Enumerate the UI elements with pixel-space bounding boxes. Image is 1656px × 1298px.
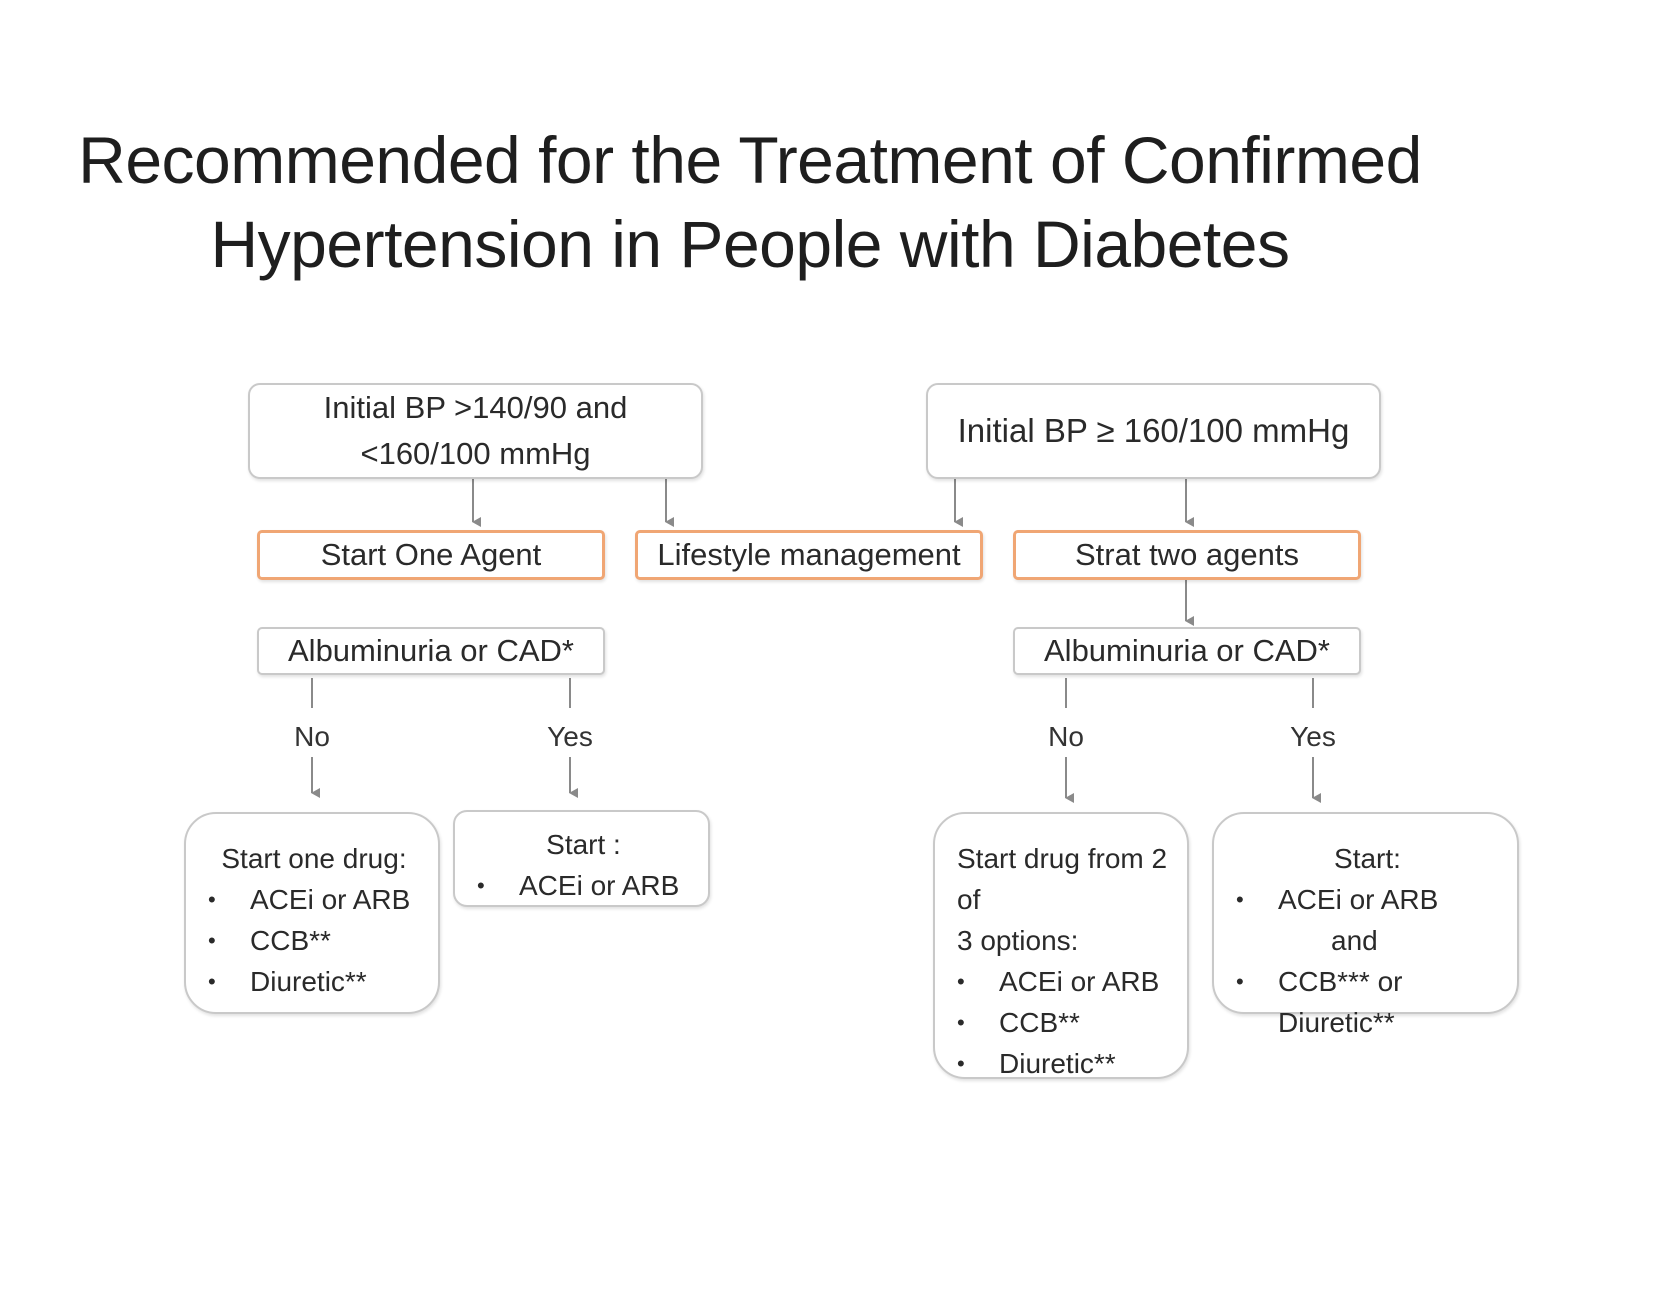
outcome-right-no-heading-2: 3 options: [957, 925, 1079, 956]
list-item: • ACEi or ARB [1236, 879, 1499, 920]
list-item: • CCB** [957, 1002, 1169, 1043]
outcome-left-yes-heading: Start : [546, 829, 621, 860]
outcome-left-no-heading: Start one drug: [221, 843, 407, 874]
criteria-box-severe [926, 383, 1381, 479]
list-item: • ACEi or ARB [477, 865, 690, 906]
decision-left-label: Albuminuria or CAD* [288, 633, 574, 668]
start-one-agent-box [257, 530, 605, 580]
outcome-left-yes-list [477, 865, 690, 906]
list-item: • CCB** [208, 920, 420, 961]
criteria-box-moderate [248, 383, 703, 479]
criteria-moderate-line-1: Initial BP >140/90 and [323, 390, 628, 425]
decision-box-left [257, 627, 605, 675]
title-line-2: Hypertension in People with Diabetes [210, 207, 1290, 281]
start-one-agent-label: Start One Agent [320, 537, 542, 572]
list-item: • Diuretic** [208, 961, 420, 1002]
outcome-right-no [933, 812, 1189, 1079]
decision-right-label: Albuminuria or CAD* [1044, 633, 1330, 668]
outcome-left-yes [453, 810, 710, 907]
outcome-right-yes-list [1236, 879, 1499, 920]
decision-box-right [1013, 627, 1361, 675]
outcome-left-no [184, 812, 440, 1014]
branch-right-no: No [1048, 721, 1084, 752]
branch-left-no: No [294, 721, 330, 752]
outcome-right-yes-list-2 [1236, 961, 1499, 1043]
list-item: • ACEi or ARB [208, 879, 420, 920]
outcome-left-no-list [208, 879, 420, 1002]
start-two-agents-label: Strat two agents [1074, 537, 1299, 572]
list-item: • ACEi or ARB [957, 961, 1169, 1002]
branch-left-yes: Yes [547, 721, 593, 752]
outcome-right-yes-heading: Start: [1334, 843, 1401, 874]
lifestyle-management-label: Lifestyle management [657, 537, 961, 572]
outcome-right-yes-connector: and [1331, 925, 1378, 956]
branch-right-yes: Yes [1290, 721, 1336, 752]
criteria-moderate-line-2: <160/100 mmHg [360, 436, 591, 471]
outcome-right-no-heading-1: Start drug from 2 of [957, 843, 1168, 915]
list-item: • Diuretic** [957, 1043, 1169, 1084]
criteria-severe-label: Initial BP ≥ 160/100 mmHg [957, 412, 1350, 449]
outcome-right-no-list [957, 961, 1169, 1084]
outcome-right-yes [1212, 812, 1519, 1038]
list-item: • CCB*** or Diuretic** [1236, 961, 1499, 1043]
title-line-1: Recommended for the Treatment of Confirmed [78, 123, 1422, 197]
start-two-agents-box [1013, 530, 1361, 580]
lifestyle-management-box [635, 530, 983, 580]
